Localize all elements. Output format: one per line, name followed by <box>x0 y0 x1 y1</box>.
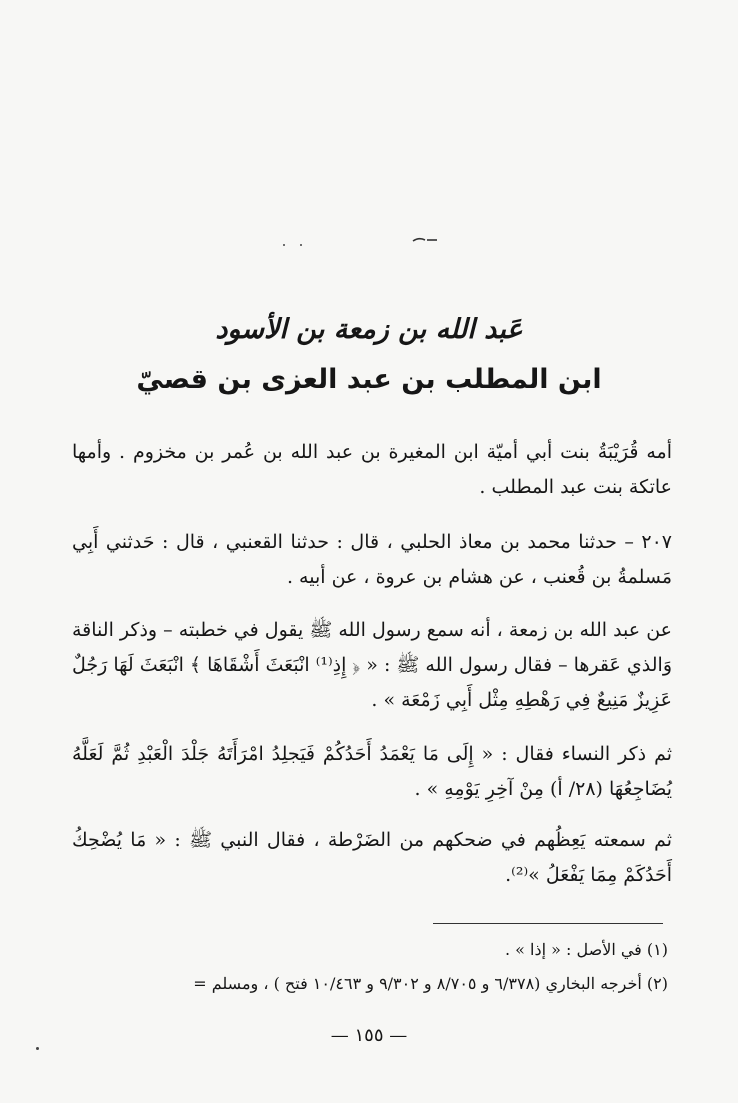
footnote-divider <box>433 923 663 924</box>
footnotes <box>78 933 668 1001</box>
header-ornament <box>409 232 441 246</box>
paragraph-hadith-sermon: عن عبد الله بن زمعة ، أنه سمع رسول الله ﷺ يقول في خطبته – وذكر الناقة وَالذي عَقرها – فقال رسول الله ﷺ : « ﴿ إِذِ⁽¹⁾ انْبَعَثَ أَشْقَاهَا ﴾ انْبَعَثَ لَهَا رَجُلٌ عَزِيزٌ مَنِيعٌ فِي رَهْطِهِ مِثْل أَبِي زَمْعَة » . <box>72 619 672 711</box>
scan-speck <box>300 244 302 246</box>
paragraph-hadith-women: ثم ذكر النساء فقال : « إِلَى مَا يَعْمَدُ أَحَدُكُمْ فَيَجلِدُ امْرَأَتَهُ جَلْدَ الْعَبْدِ ثُمَّ لَعَلَّهُ يُضَاجِعُهَا (٢٨/ أ) مِنْ آخِرِ يَوْمِهِ » . <box>72 743 672 800</box>
scan-speck <box>283 244 285 246</box>
page-number: — ١٥٥ — <box>330 1025 408 1046</box>
scan-speck <box>36 1047 39 1050</box>
paragraph-hadith-laughter: ثم سمعته يَعِظُهم في ضحكهم من الضَرْطة ، فقال النبي ﷺ : « مَا يُضْحِكُ أَحَدُكَمْ مِمَا يَفْعَلُ »⁽²⁾. <box>72 829 672 886</box>
footnote-2: (٢) أخرجه البخاري (٦/٣٧٨ و ٨/٧٠٥ و ٩/٣٠٢ و ١٠/٤٦٣ فتح ) ، ومسلم = <box>193 974 668 993</box>
footnote-1: (١) في الأصل : « إذا » . <box>504 940 668 959</box>
chapter-title: عَبد الله بن زمعة بن الأسود <box>215 314 523 345</box>
body-text <box>72 435 672 915</box>
paragraph-lineage: أمه قُرَيْبَةُ بنت أبي أميّة ابن المغيرة بن عبد الله بن عُمر بن مخزوم . وأمها عاتكة بنت عبد المطلب . <box>72 441 672 498</box>
chapter-subtitle: ابن المطلب بن عبد العزى بن قصيّ <box>136 364 602 395</box>
paragraph-isnad: ٢٠٧ – حدثنا محمد بن معاذ الحلبي ، قال : حدثنا القعنبي ، قال : حَدثني أَبِي مَسلمةُ بن قُعنب ، عن هشام بن عروة ، عن أبيه . <box>72 531 672 588</box>
